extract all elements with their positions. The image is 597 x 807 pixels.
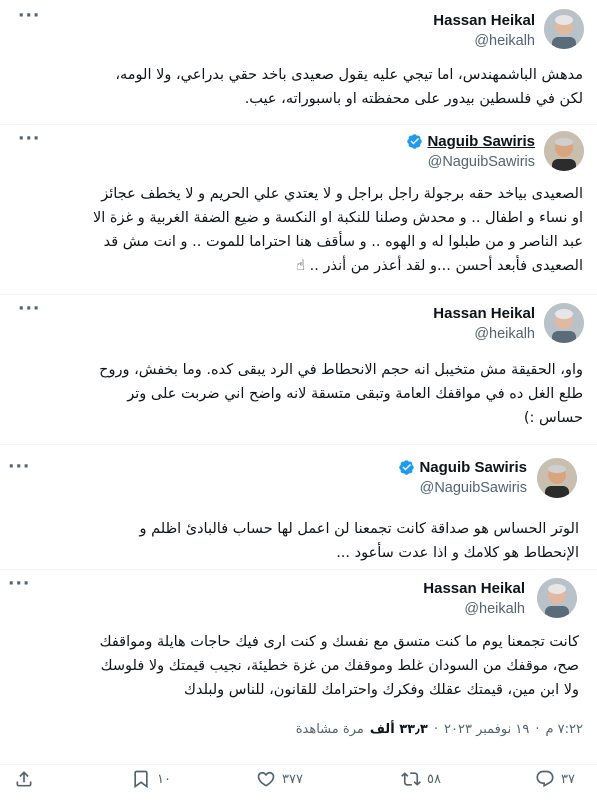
tweet-3[interactable]	[0, 295, 597, 445]
author-name[interactable]: Hassan Heikal	[433, 12, 535, 29]
tweet-4[interactable]	[0, 445, 597, 570]
action-bar	[0, 764, 597, 800]
tweet-meta	[296, 722, 583, 737]
more-options-button[interactable]: ···	[18, 6, 41, 26]
avatar[interactable]	[544, 303, 584, 343]
author-handle[interactable]: @NaguibSawiris	[427, 154, 535, 170]
avatar[interactable]	[544, 9, 584, 49]
bookmark-icon	[131, 769, 151, 789]
tweet-header	[433, 12, 535, 49]
tweet-text: مدهش الباشمهندس، اما تيجي عليه يقول صعيدى باخد حقي بدراعي، ولا الومه، لكن في فلسطين بيدور على محفظته او باسبوراته، عيب.	[115, 67, 583, 107]
tweet-time[interactable]: ٧:٢٢ م	[545, 722, 583, 737]
meta-separator: ·	[535, 722, 540, 737]
author-handle[interactable]: @heikalh	[474, 326, 535, 342]
reply-button[interactable]	[535, 769, 575, 789]
bookmark-count: ١٠	[157, 771, 171, 787]
tweet-text: الصعيدى بياخد حقه برجولة راجل براجل و لا يعتدي علي الحريم و لا يخطف عجائز او نساء و اطفال .. و محدش وصلنا للنكبة او النكسة و ضيع الضفة الغربية و غزة الا عبد الناصر و من طبلوا له و الهوه .. و سأقف هنا احتراما للموت .. و انت مش قد الصعيدى فأبعد أحسن ...و لقد أعذر من أنذر .. ☝	[93, 186, 583, 274]
author-handle[interactable]: @heikalh	[464, 601, 525, 617]
tweet-text: واو، الحقيقة مش متخيبل انه حجم الانحطاط في الرد يبقى كده. وما بخفش، وروح طلع الغل ده في مواقفك العامة وتبقى متسقة لانه واضح اني ضربت على وتر حساس :)	[99, 362, 583, 426]
reply-icon	[535, 769, 555, 789]
like-icon	[256, 769, 276, 789]
tweet-2[interactable]	[0, 125, 597, 295]
more-options-button[interactable]: ···	[18, 129, 41, 149]
reply-count: ٣٧	[561, 771, 575, 787]
tweet-text: كانت تجمعنا يوم ما كنت متسق مع نفسك و كنت ارى فيك حاجات هايلة ومواقفك صح، موقفك من السودان غلط وموقفك من غزة خطيئة، نجيب قيمتك ولا فلوسك ولا ابن مين، قيمتك عقلك وفكرك واحترامك للقانون، للناس ولبلدك	[99, 634, 579, 698]
views-count: ٣٣٫٣ ألف	[369, 722, 428, 737]
verified-icon	[406, 133, 423, 150]
author-handle[interactable]: @NaguibSawiris	[419, 480, 527, 496]
bookmark-button[interactable]	[131, 769, 171, 789]
tweet-header	[406, 133, 535, 170]
author-name-label: Naguib Sawiris	[427, 133, 535, 150]
repost-icon	[401, 769, 421, 789]
avatar[interactable]	[537, 578, 577, 618]
more-options-button[interactable]: ···	[18, 299, 41, 319]
more-options-button[interactable]: ···	[8, 574, 31, 594]
share-icon	[14, 769, 34, 789]
tweet-date[interactable]: ١٩ نوفمبر ٢٠٢٣	[444, 722, 530, 737]
share-button[interactable]	[14, 769, 34, 789]
tweet-header	[423, 580, 525, 617]
author-name[interactable]	[398, 459, 527, 476]
more-options-button[interactable]: ···	[8, 457, 31, 477]
tweet-text: الوتر الحساس هو صداقة كانت تجمعنا لن اعمل لها حساب فالبادئ اظلم و الإنحطاط هو كلامك و اذا عدت سأعود ...	[139, 521, 579, 561]
tweet-header	[433, 305, 535, 342]
verified-icon	[398, 459, 415, 476]
avatar[interactable]	[544, 131, 584, 171]
tweet-header	[398, 459, 527, 496]
repost-button[interactable]	[401, 769, 441, 789]
author-name[interactable]: Hassan Heikal	[433, 305, 535, 322]
author-handle[interactable]: @heikalh	[474, 33, 535, 49]
tweet-1[interactable]	[0, 0, 597, 125]
avatar[interactable]	[537, 458, 577, 498]
author-name[interactable]: Hassan Heikal	[423, 580, 525, 597]
author-name-label: Naguib Sawiris	[419, 459, 527, 476]
like-count: ٣٧٧	[282, 771, 303, 787]
author-name[interactable]	[406, 133, 535, 150]
repost-count: ٥٨	[427, 771, 441, 787]
like-button[interactable]	[256, 769, 303, 789]
views-label: مرة مشاهدة	[295, 722, 364, 737]
meta-separator: ·	[433, 722, 438, 737]
